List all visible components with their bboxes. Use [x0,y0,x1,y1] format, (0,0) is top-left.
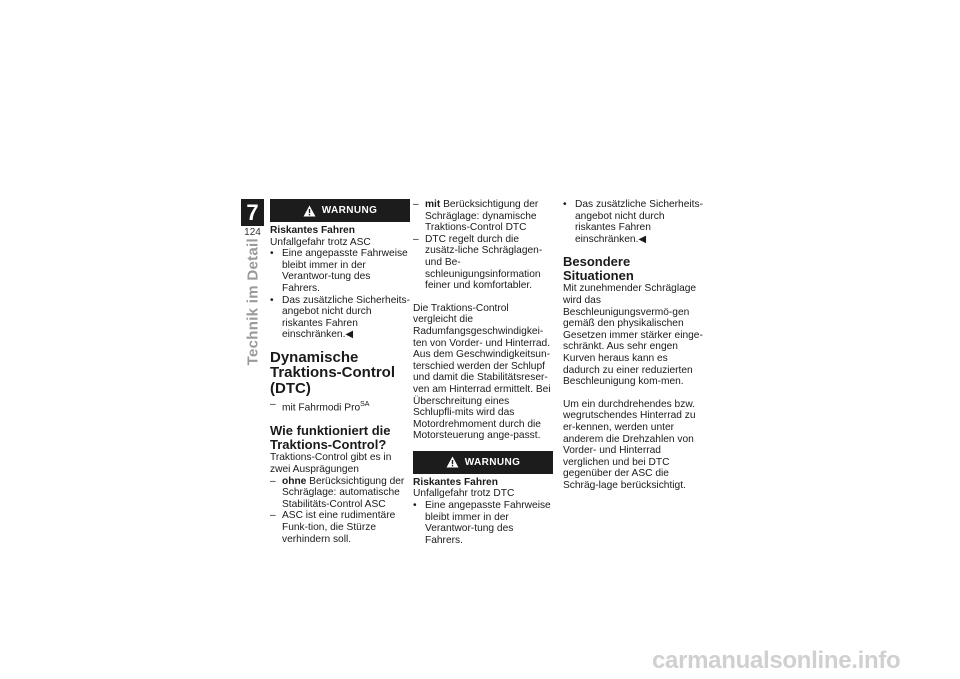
column-2 [413,199,553,546]
list-item: – mit Fahrmodi Pro$^{SA}$ [270,399,370,414]
list-item: – ohne Berücksichtigung der Schräglage: automatische Stabilitäts-Control ASC [270,475,405,510]
warning-title: Riskantes Fahren [270,225,355,236]
section-heading-special: Besondere Situationen [563,254,634,283]
list-item: • Eine angepasste Fahrweise bleibt immer in der Verantwor-tung des Fahrers. [270,248,408,294]
list-item: – ASC ist eine rudimentäre Funk-tion, die Stürze verhindern soll. [270,510,396,545]
warning-banner [413,451,553,474]
side-chapter-title [236,238,270,388]
list-item: – DTC regelt durch die zusätz-liche Schräglagen- und Be-schleunigungsinformation feiner und komfortabler. [413,233,543,292]
warning-label: WARNUNG [321,204,378,216]
how-intro: Traktions-Control gibt es in zwei Ausprägungen [270,452,392,476]
how-paragraph: Die Traktions-Control vergleicht die Radumfangsgeschwindigkei-ten von Vorder- und Hinterrad. Aus dem Geschwindigkeitsun-terschied werden der Schlupf und damit die Stabilitätsreser-ven am Hinterrad ermittelt. Bei Überschreitung eines Schlupfli-mits wird das Motordrehmoment durch die Motorsteuerung ange-passt. [413,302,551,442]
warning-triangle-icon [446,456,459,468]
list-item: – mit Berücksichtigung der Schräglage: dynamische Traktions-Control DTC [413,199,539,234]
special-paragraph-1: Mit zunehmender Schräglage wird das Beschleunigungsvermö-gen gemäß den physikalischen Gesetzen immer stärker einge-schränkt. Aus sehr engen Kurven heraus kann es dadurch zu einer reduzierten Beschleunigung kom-men. [563,283,703,388]
chapter-number: 7 [241,199,264,226]
section-heading-how: Wie funktioniert die Traktions-Control? [270,423,391,452]
warning-triangle-icon [303,205,316,217]
warning-text: Unfallgefahr trotz ASC [270,236,371,248]
column-3 [563,199,703,491]
column-1 [270,199,410,545]
list-item: • Das zusätzliche Sicherheits-angebot nicht durch riskantes Fahren einschränken.◀ [270,294,410,341]
watermark: carmanualsonline.info [652,647,901,674]
section-heading-dtc: Dynamische Traktions-Control (DTC) [270,348,396,397]
warning-banner [270,199,410,222]
warning-label: WARNUNG [464,456,521,468]
list-item: • Das zusätzliche Sicherheits-angebot nicht durch riskantes Fahren einschränken.◀ [563,199,703,245]
side-chapter-title-text: Technik im Detail [244,238,262,366]
warning-text: Unfallgefahr trotz DTC [413,488,515,500]
special-paragraph-2: Um ein durchdrehendes bzw. wegrutschendes Hinterrad zu er-kennen, werden unter anderem die Drehzahlen von Vorder- und Hinterrad verglichen und bei DTC gegenüber der ASC die Schräg-lage berücksichtigt. [563,398,696,491]
page-number: 124 [244,227,261,238]
list-item: • Eine angepasste Fahrweise bleibt immer in der Verantwor-tung des Fahrers. [413,500,551,546]
warning-title: Riskantes Fahren [413,476,498,488]
